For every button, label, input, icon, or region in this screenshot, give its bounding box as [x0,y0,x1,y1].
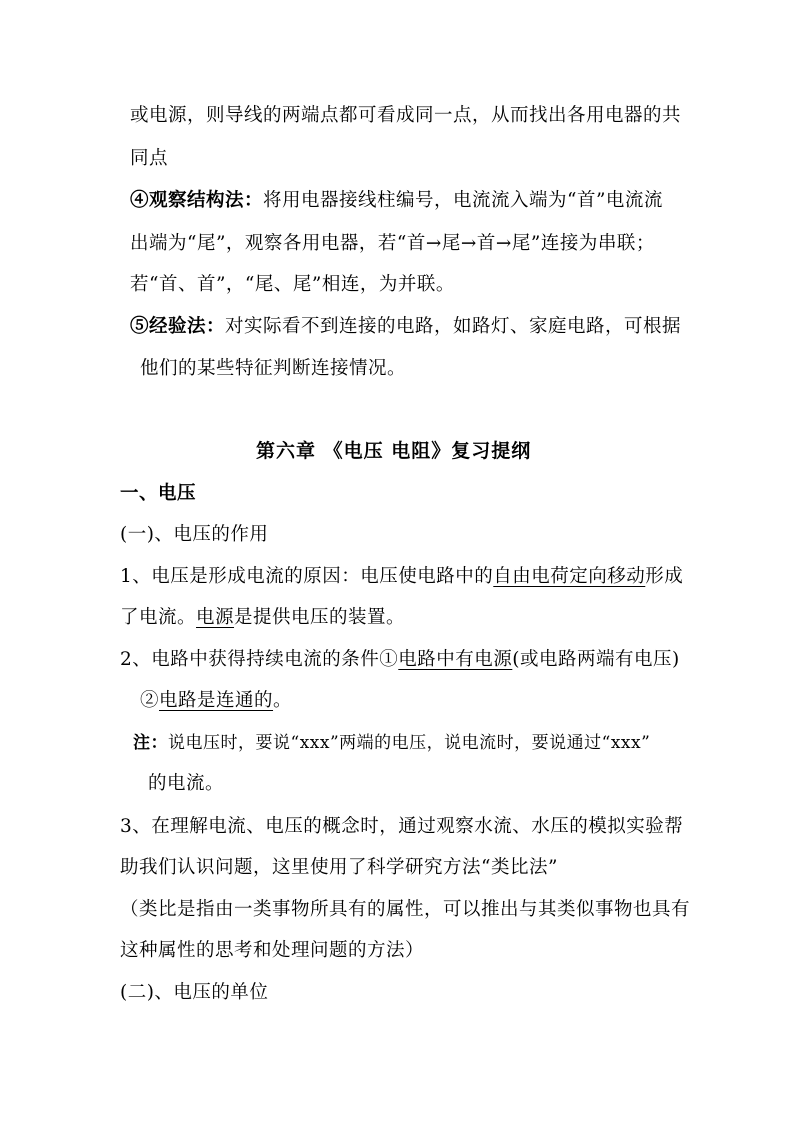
chapter-title: 第六章 《电压 电阻》复习提纲 [256,440,532,462]
text-line [130,315,681,339]
text-line: 或电源，则导线的两端点都可看成同一点，从而找出各用电器的共 [130,105,682,126]
text-line: 他们的某些特征判断连接情况。 [140,358,407,379]
note-line [133,731,650,755]
text-line: 若“首、首”，“尾、尾”相连，为并联。 [130,274,455,295]
text-span: 说电压时，要说“xxx”两端的电压，说电流时，要说通过“xxx” [168,733,651,753]
subsection-heading: (一)、电压的作用 [120,524,269,545]
method-heading: ④观察结构法： [130,190,264,211]
text-span: 了电流。 [120,607,197,628]
text-line [120,565,683,589]
text-line: 这种属性的思考和处理问题的方法） [120,940,425,961]
method-heading: ⑤经验法： [130,316,226,337]
text-span: ② [140,690,160,711]
text-span: (或电路两端有电压) [512,649,680,670]
text-line: 3、在理解电流、电压的概念时，通过观察水流、水压的模拟实验帮 [120,816,684,837]
text-line: 的电流。 [148,773,225,794]
subsection-heading: (二)、电压的单位 [120,982,269,1003]
underlined-term: 自由电荷定向移动 [493,566,646,587]
text-span: 形成 [645,566,684,587]
text-span: 2、电路中获得持续电流的条件① [120,649,399,670]
text-span: 对实际看不到连接的电路，如路灯、家庭电路，可根据 [225,316,682,337]
text-line: 出端为“尾”，观察各用电器，若“首→尾→首→尾”连接为串联； [130,233,655,254]
text-span: 。 [273,690,293,711]
text-line [120,648,680,672]
section-heading: 一、电压 [120,483,197,504]
text-line [120,606,405,630]
underlined-term: 电路是连通的 [159,690,274,711]
text-line [130,189,663,213]
text-span: 1、电压是形成电流的原因：电压使电路中的 [120,566,494,587]
text-line: （类比是指由一类事物所具有的属性，可以推出与其类似事物也具有 [120,899,691,920]
text-span: 将用电器接线柱编号，电流流入端为“首”电流流 [263,190,663,211]
text-line [140,689,292,713]
underlined-term: 电路中有电源 [398,649,513,670]
note-label: 注： [133,733,168,753]
text-span: 是提供电压的装置。 [234,607,406,628]
text-line: 助我们认识问题，这里使用了科学研究方法“类比法” [120,857,558,878]
underlined-term: 电源 [196,607,235,628]
text-line: 同点 [130,148,169,169]
